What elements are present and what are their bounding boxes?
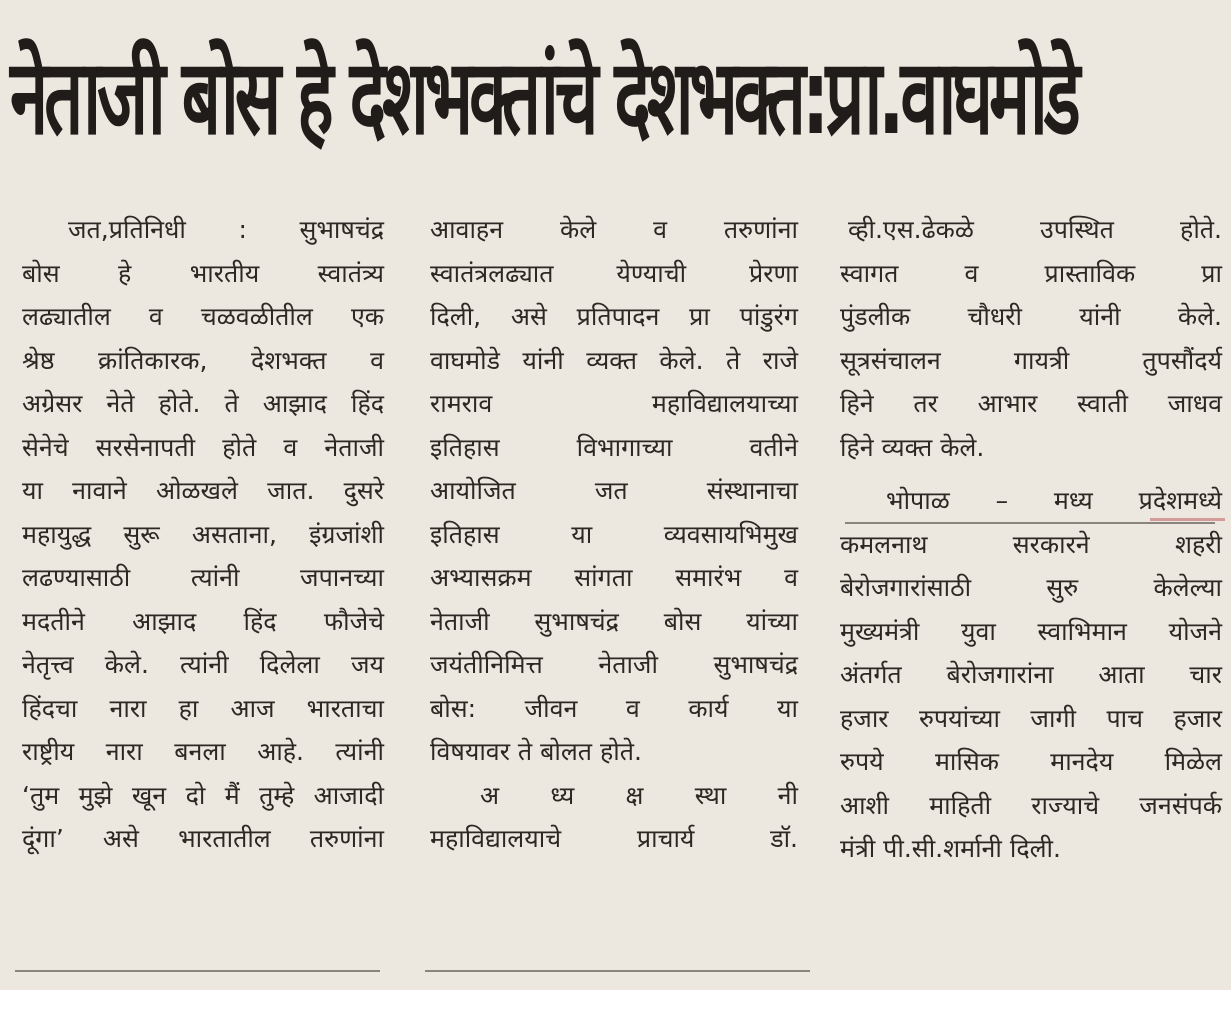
text-line: हिने तर आभार स्वाती जाधव: [840, 389, 1222, 418]
text-line: अंतर्गत बेरोजगारांना आता चार: [840, 660, 1222, 689]
text-line: दिली, असे प्रतिपादन प्रा पांडुरंग: [430, 302, 798, 331]
text-line: श्रेष्ठ क्रांतिकारक, देशभक्त व: [22, 345, 384, 375]
text-line: महायुद्ध सुरू असताना, इंग्रजांशी: [22, 519, 384, 549]
text-line: पुंडलीक चौधरी यांनी केले.: [840, 302, 1222, 331]
text-line: आशी माहिती राज्याचे जनसंपर्क: [840, 790, 1222, 820]
text-line: बेरोजगारांसाठी सुरु केलेल्या: [840, 573, 1222, 602]
text-line: स्वातंत्रलढ्यात येण्याची प्रेरणा: [430, 258, 798, 288]
article-column-1: [22, 208, 384, 861]
text-line: बोस: जीवन व कार्य या: [430, 693, 798, 723]
text-line: नेताजी सुभाषचंद्र बोस यांच्या: [430, 606, 798, 636]
text-line: या नावाने ओळखले जात. दुसरे: [22, 476, 384, 505]
text-line: बोस हे भारतीय स्वातंत्र्य: [22, 258, 384, 288]
text-line: जत,प्रतिनिधी : सुभाषचंद्र: [68, 215, 384, 244]
text-line: मुख्यमंत्री युवा स्वाभिमान योजने: [840, 616, 1222, 646]
text-line: मंत्री पी.सी.शर्मानी दिली.: [840, 834, 1061, 863]
text-line: रुपये मासिक मानदेय मिळेल: [840, 747, 1222, 776]
bottom-rule: [15, 970, 380, 972]
text-line: अग्रेसर नेते होते. ते आझाद हिंद: [22, 389, 384, 418]
text-line: सूत्रसंचालन गायत्री तुपसौंदर्य: [840, 345, 1222, 375]
ink-mark: [1150, 518, 1225, 521]
text-line: जयंतीनिमित्त नेताजी सुभाषचंद्र: [430, 650, 798, 679]
text-line: लढ्यातील व चळवळीतील एक: [22, 302, 384, 331]
text-line: हिंदचा नारा हा आज भारताचा: [22, 693, 384, 723]
text-line: अभ्यासक्रम सांगता समारंभ व: [430, 563, 798, 592]
text-line: भोपाळ – मध्य प्रदेशमध्ये: [886, 486, 1222, 515]
text-line: व्ही.एस.ढेकळे उपस्थित होते.: [848, 215, 1222, 244]
text-line: स्वागत व प्रास्ताविक प्रा: [840, 258, 1222, 288]
text-line: इतिहास या व्यवसायभिमुख: [430, 519, 798, 549]
text-line: महाविद्यालयाचे प्राचार्य डॉ.: [430, 824, 798, 853]
bottom-rule: [425, 970, 810, 972]
text-line: विषयावर ते बोलत होते.: [430, 737, 642, 766]
article-column-2: [430, 208, 798, 861]
text-line: हजार रुपयांच्या जागी पाच हजार: [840, 703, 1222, 733]
text-line: नेतृत्त्व केले. त्यांनी दिलेला जय: [22, 650, 384, 679]
text-line: रामराव महाविद्यालयाच्या: [430, 389, 798, 418]
text-line: मदतीने आझाद हिंद फौजेचे: [22, 606, 384, 636]
section-divider: [845, 522, 1215, 524]
text-line: लढण्यासाठी त्यांनी जपानच्या: [22, 563, 384, 592]
article-column-3: [840, 208, 1222, 871]
text-line: राष्ट्रीय नारा बनला आहे. त्यांनी: [22, 737, 384, 766]
text-line: आयोजित जत संस्थानाचा: [430, 476, 798, 505]
text-line: इतिहास विभागाच्या वतीने: [430, 432, 798, 462]
text-line: अ ध्य क्ष स्था नी: [480, 780, 798, 810]
text-line: हिने व्यक्त केले.: [840, 432, 985, 462]
text-line: कमलनाथ सरकारने शहरी: [840, 529, 1222, 559]
text-line: आवाहन केले व तरुणांना: [430, 215, 798, 244]
text-line: दूंगा’ असे भारतातील तरुणांना: [22, 824, 384, 853]
text-line: ‘तुम मुझे खून दो मैं तुम्हे आजादी: [22, 780, 384, 810]
text-line: वाघमोडे यांनी व्यक्त केले. ते राजे: [430, 345, 798, 375]
headline: नेताजी बोस हे देशभक्तांचे देशभक्त:प्रा.वाघमोडे: [10, 36, 1077, 158]
text-line: सेनेचे सरसेनापती होते व नेताजी: [22, 432, 384, 462]
